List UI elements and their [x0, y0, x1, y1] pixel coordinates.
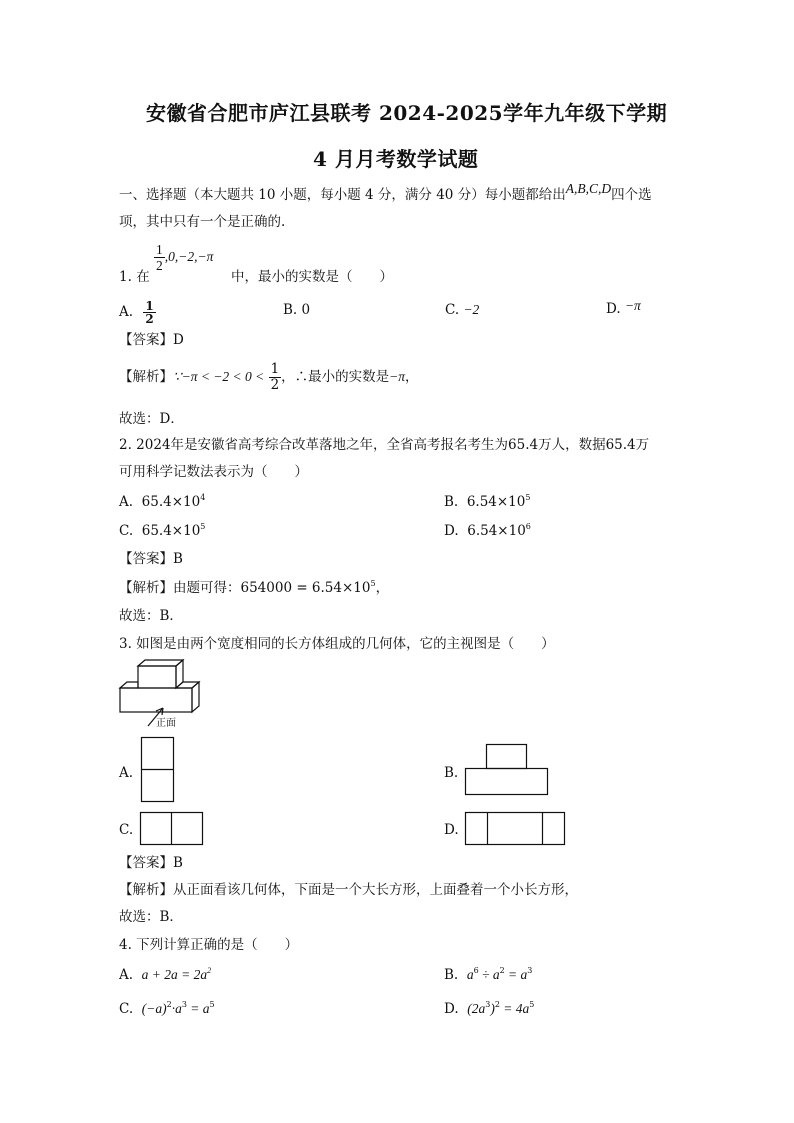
q3-option-d-figure — [465, 812, 566, 846]
q3-question: 3. 如图是由两个宽度相同的长方体组成的几何体，它的主视图是（ ） — [119, 636, 555, 652]
q3-option-c-figure — [140, 812, 204, 846]
q2-option-a-exp: 4 — [200, 493, 206, 502]
q4-option-d-e1: 3 — [485, 1000, 491, 1009]
q1-option-d-label: D. — [606, 301, 621, 317]
q4-option-b-mid: ÷ a — [478, 967, 500, 982]
q2-option-a-base: 65.4×10 — [141, 494, 201, 510]
q4-option-d-mid: ) — [490, 1001, 495, 1016]
q3-option-a-label: A. — [119, 765, 134, 781]
q1-analysis-num: 1 — [270, 361, 280, 377]
q1-set-rest: ,0,−2,−π — [164, 249, 214, 264]
q2-question-line2: 可用科学记数法表示为（ ） — [119, 464, 308, 480]
q2-analysis-exp: 5 — [370, 579, 376, 588]
q1-conclusion: 故选：D． — [119, 411, 184, 427]
q2-question-line1: 2. 2024年是安徽省高考综合改革落地之年，全省高考报名考生为65.4万人，数据65.4万 — [119, 437, 650, 453]
q3-answer: 【答案】B — [119, 855, 183, 871]
q4-option-b — [444, 966, 532, 984]
q2-option-a-label: A. — [119, 494, 134, 510]
q2-option-b-exp: 5 — [525, 493, 531, 502]
q1-set-denominator: 2 — [156, 258, 163, 273]
q4-option-c-e1: 2 — [166, 1000, 172, 1009]
q1-option-a-den: 2 — [145, 312, 154, 326]
q1-analysis-end: ， — [405, 369, 419, 385]
q4-option-b-eq: = a — [504, 967, 528, 982]
q3-conclusion: 故选：B． — [119, 909, 183, 925]
q1-suffix: 中，最小的实数是（ ） — [231, 269, 393, 285]
q2-analysis-label: 【解析】由题可得： — [119, 580, 241, 596]
q2-option-d — [444, 522, 531, 540]
q1-option-a-label: A. — [119, 304, 134, 320]
q4-option-b-label: B. — [444, 967, 459, 983]
q2-option-c-exp: 5 — [200, 522, 206, 531]
q1-number: 1. — [119, 269, 132, 285]
q4-option-d-e2: 2 — [494, 1000, 500, 1009]
q1-option-d-value: −π — [624, 298, 641, 313]
q2-option-d-base: 6.54×10 — [467, 523, 526, 539]
q4-option-c-a: (−a) — [141, 1001, 167, 1016]
q4-option-d-eq: = 4a — [499, 1001, 530, 1016]
q3-figure-label: 正面 — [156, 718, 176, 729]
q1-option-c-value: −2 — [463, 302, 480, 317]
q4-option-a-label: A. — [119, 967, 134, 983]
q1-set-numerator: 1 — [156, 242, 163, 257]
q2-option-d-exp: 6 — [525, 522, 531, 531]
q2-option-a — [119, 493, 205, 511]
q4-option-b-a: a — [466, 967, 474, 982]
q2-analysis-end: ， — [375, 580, 390, 596]
q4-option-a-exp: 2 — [207, 966, 212, 975]
q2-option-b-label: B. — [444, 494, 459, 510]
q4-option-a — [119, 966, 211, 984]
q1-analysis-expr: ∵−π < −2 < 0 < — [173, 369, 265, 384]
section-intro-text: 一、选择题（本大题共 10 小题，每小题 4 分，满分 40 分）每小题都给出 — [119, 187, 566, 203]
q1-option-b: B. 0 — [283, 302, 311, 318]
q2-analysis — [119, 579, 389, 597]
q2-option-b-base: 6.54×10 — [466, 494, 526, 510]
q3-option-c-label: C. — [119, 822, 134, 838]
q2-option-b — [444, 493, 530, 511]
q3-figure-top-side — [176, 660, 183, 688]
q3-analysis: 【解析】从正面看该几何体，下面是一个大长方形，上面叠着一个小长方形， — [119, 882, 578, 898]
q3-option-b-label: B. — [444, 765, 459, 781]
q3-figure-top-front — [138, 666, 176, 688]
q2-analysis-base: 654000 = 6.54×10 — [240, 580, 371, 596]
q4-option-b-e2: 2 — [499, 966, 505, 975]
q1-option-c-label: C. — [445, 302, 460, 318]
q1-analysis-den: 2 — [270, 377, 280, 393]
q1-answer: 【答案】D — [119, 332, 184, 348]
q1-option-c — [445, 301, 479, 319]
q2-option-d-label: D. — [444, 523, 459, 539]
q1-analysis-label: 【解析】 — [119, 369, 173, 385]
page-title-line1: 安徽省合肥市庐江县联考 2024-2025学年九年级下学期 — [146, 101, 668, 125]
q3-figure-bottom-front — [120, 688, 192, 712]
q4-option-c-label: C. — [119, 1001, 134, 1017]
q1-set — [154, 242, 213, 273]
q3-option-a-figure — [141, 737, 175, 803]
q4-option-d-e3: 5 — [529, 1000, 535, 1009]
q2-answer: 【答案】B — [119, 551, 183, 567]
q2-option-c-label: C. — [119, 523, 134, 539]
section-intro-letters: A,B,C,D — [565, 181, 612, 196]
q3-figure-bottom-top-left — [120, 682, 138, 688]
q1-option-a — [119, 300, 156, 325]
q4-option-c — [119, 1000, 215, 1018]
section-intro-line2: 项，其中只有一个是正确的. — [119, 214, 286, 230]
q4-option-c-eq: = a — [186, 1001, 210, 1016]
q3-figure-bottom-side — [192, 682, 199, 712]
q1-option-a-num: 1 — [145, 299, 154, 313]
page-title-line2: 4 月月考数学试题 — [313, 147, 479, 171]
q4-option-a-expr: a + 2a = 2a — [141, 967, 208, 982]
q4-option-b-e1: 6 — [473, 966, 479, 975]
q4-option-c-e2: 3 — [181, 1000, 187, 1009]
q3-option-b-figure — [465, 744, 549, 796]
q2-conclusion: 故选：B． — [119, 608, 183, 624]
q1-analysis-value: −π — [389, 369, 406, 384]
q3-option-d-label: D. — [444, 822, 459, 838]
q4-question: 4. 下列计算正确的是（ ） — [119, 937, 299, 953]
q2-option-c — [119, 522, 205, 540]
q4-option-c-mid: ·a — [171, 1001, 182, 1016]
q1-option-d — [606, 300, 641, 318]
q4-option-d-a: (2a — [467, 1001, 486, 1016]
q4-option-d — [444, 1000, 534, 1018]
q4-option-d-label: D. — [444, 1001, 459, 1017]
q1-analysis-rest: ，∴最小的实数是 — [281, 369, 390, 385]
q2-option-c-base: 65.4×10 — [141, 523, 201, 539]
section-intro-text-end: 四个选 — [611, 187, 652, 203]
q4-option-c-e3: 5 — [209, 1000, 215, 1009]
q4-option-b-e3: 3 — [527, 966, 533, 975]
q1-question-start — [119, 268, 150, 286]
section-intro — [119, 181, 652, 204]
q1-prefix: 在 — [136, 269, 150, 285]
q1-analysis — [119, 362, 419, 393]
